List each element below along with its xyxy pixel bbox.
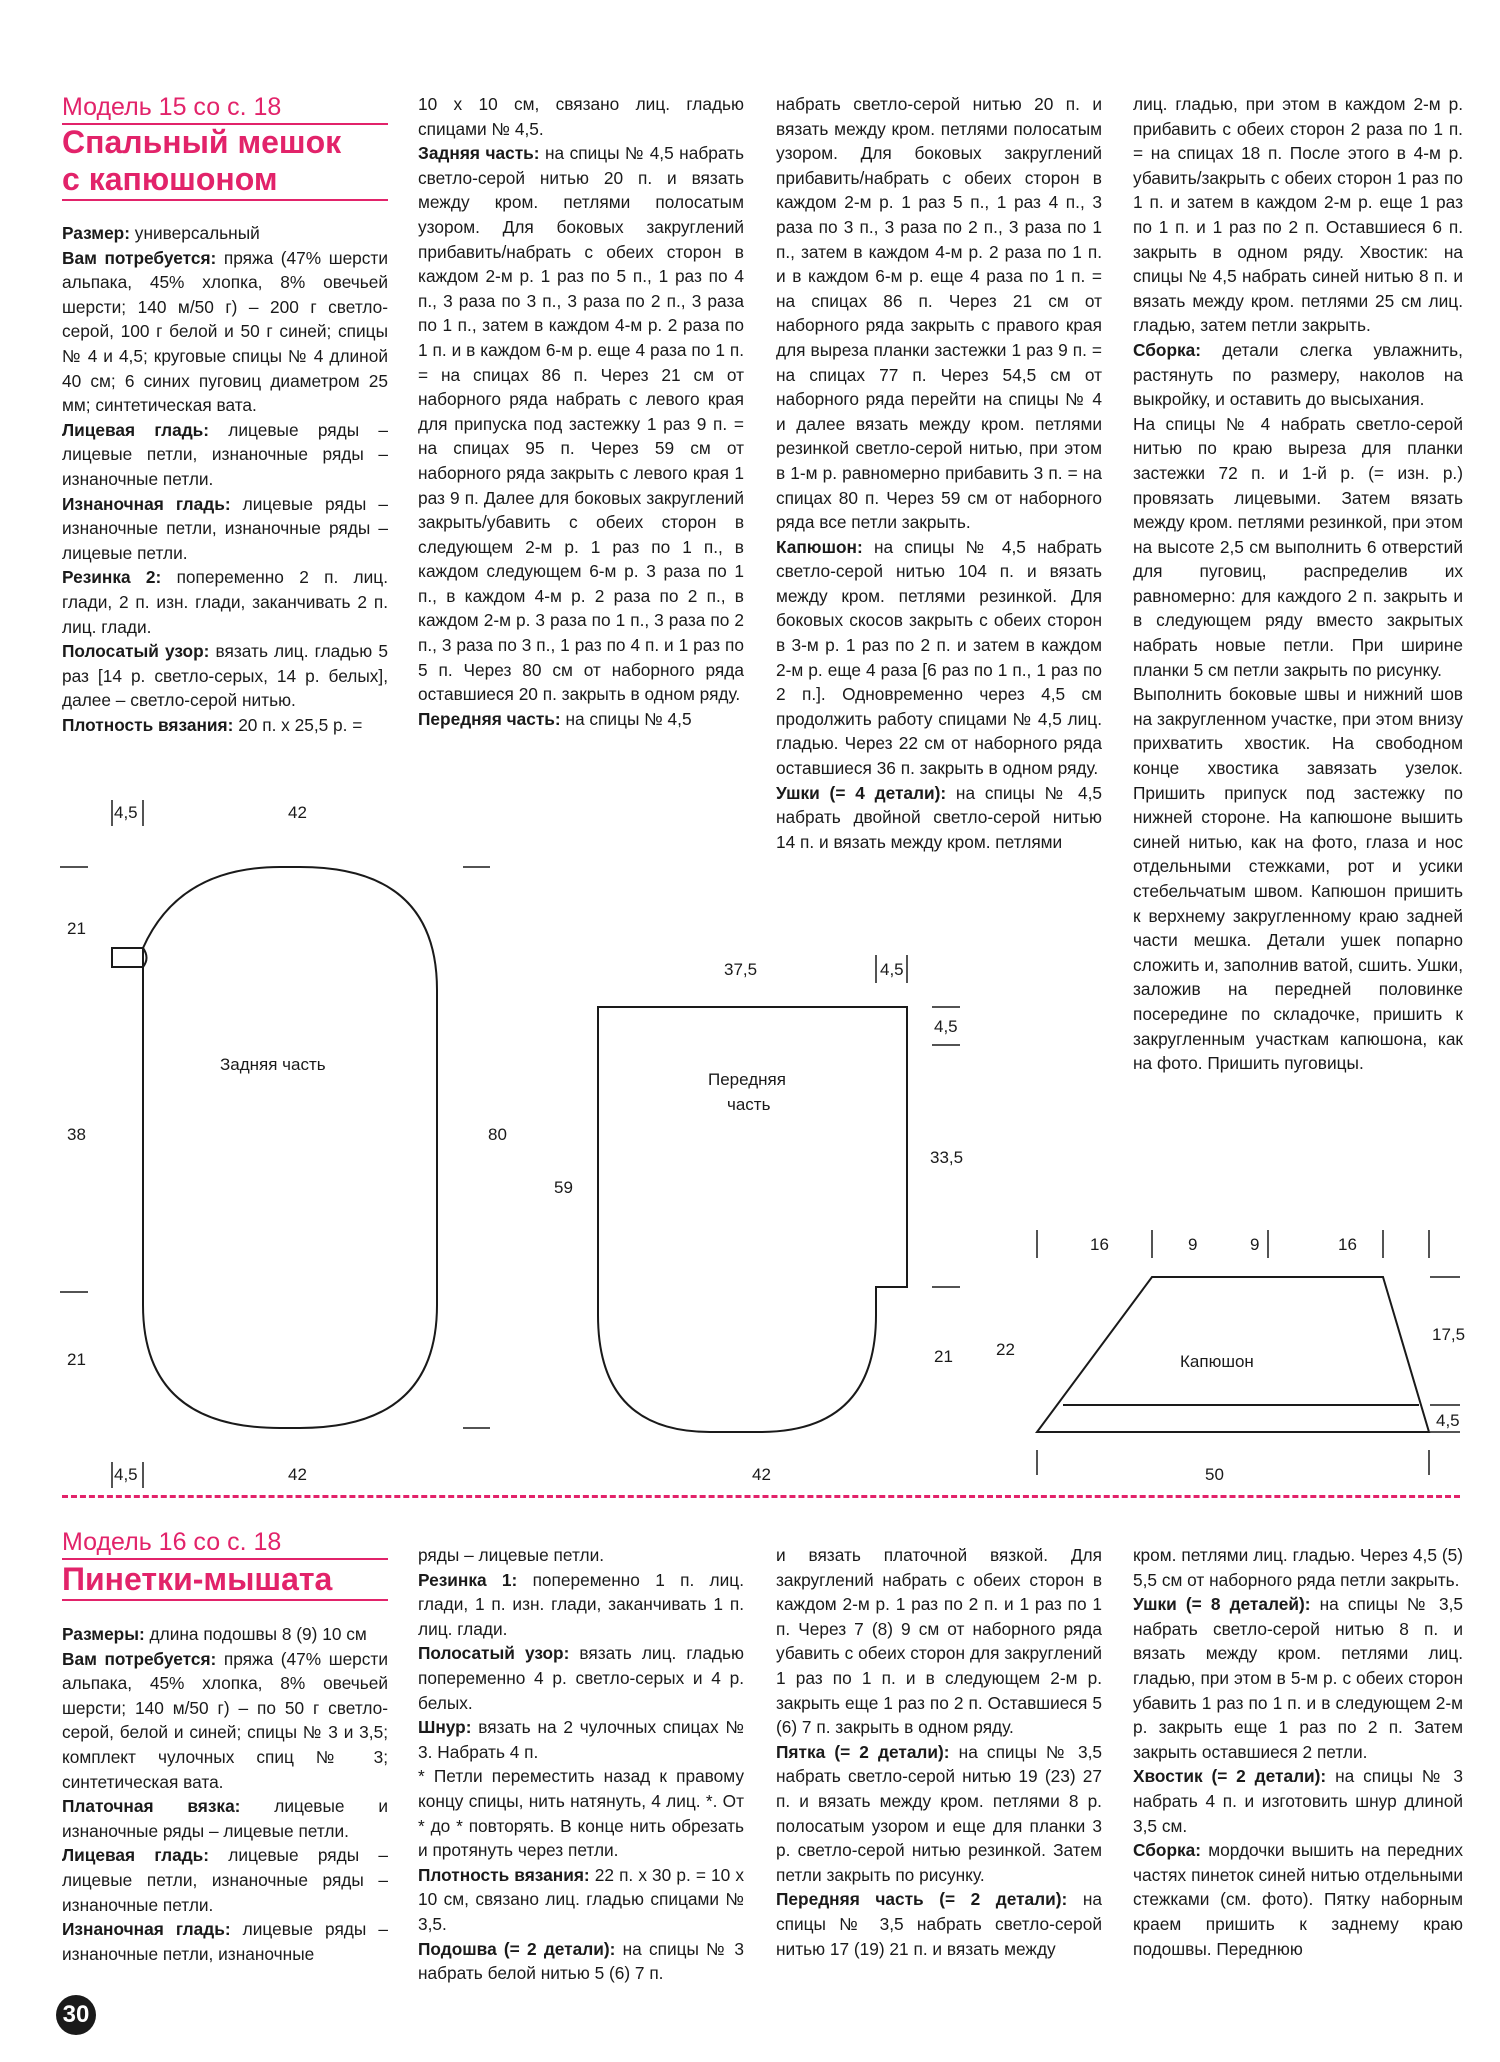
paragraph-text: Выполнить боковые швы и нижний шов на закругленном участке, при этом внизу прихватить хвостик. На свободном конце хвостика завязать узелок. Пришить припуск под застежку по нижней стороне. На капюшоне вышить синей нитью, как на фото, глаза и нос отдельными стежками, рот и усики стебельчатым швом. Капюшон пришить к верхнему закругленному краю задней части мешка. Детали ушек попарно сложить и, заполнив ватой, сшить. Ушки, заложив на передней половинке посередине по складочке, пришить к закругленным участкам капюшона, как на фото. Пришить пуговицы. (1133, 684, 1463, 1074)
paragraph-text: лицевые ряды – изнаночные петли, изнаночные (62, 1919, 389, 1964)
paragraph-text: лицевые ряды – лицевые петли, изнаночные ряды – изнаночные петли. (62, 1845, 388, 1915)
paragraph (418, 1641, 744, 1715)
paragraph-label: Передняя часть (= 2 детали): (776, 1889, 1068, 1910)
back-label: Задняя часть (220, 1055, 326, 1074)
hood-dim-right-top: 17,5 (1432, 1325, 1466, 1344)
paragraph-label: Лицевая гладь: (62, 419, 210, 440)
model15-title-line2: с капюшоном (62, 161, 278, 197)
paragraph-label: Вам потребуется: (62, 247, 217, 268)
paragraph-label: Шнур: (418, 1717, 472, 1738)
model16-ref: Модель 16 со с. 18 (62, 1528, 282, 1556)
hood-dim-top-4: 16 (1338, 1235, 1357, 1254)
paragraph-label: Размеры: (62, 1624, 145, 1644)
back-dim-top-left: 4,5 (114, 803, 138, 822)
paragraph-label: Полосатый узор: (62, 641, 210, 662)
model16-col3 (776, 1543, 1102, 1961)
paragraph-text: 10 х 10 см, связано лиц. гладью спицами № 4,5. (418, 94, 744, 139)
hood-dim-left-height: 22 (996, 1340, 1015, 1359)
back-dim-top-width: 42 (288, 803, 307, 822)
paragraph-label: Размер: (62, 223, 130, 243)
section-divider (62, 1495, 1460, 1498)
paragraph-text: лиц. гладью, при этом в каждом 2-м р. прибавить с обеих сторон 2 раза по 1 п. = на спицах 18 п. После этого в 4-м р. убавить/закрыть с обеих сторон 1 раз по 1 п. и затем в каждом 2-м р. еще 1 раз по 1 п. и 1 раз по 2 п. Оставшиеся 6 п. закрыть в одном ряду. Хвостик: на спицы № 4,5 набрать синей нитью 8 п. и вязать между кром. петлями 25 см лиц. гладью, затем петли закрыть. (1133, 94, 1463, 336)
paragraph-text: на спицы № 3 набрать 4 п. и изготовить шнур длиной 3,5 см. (1133, 1766, 1464, 1836)
back-dim-bottom-left: 4,5 (114, 1465, 138, 1484)
back-piece-outline (143, 867, 437, 1428)
paragraph-text: вязать на 2 чулочных спицах № 3. Набрать 4 п. (418, 1717, 744, 1762)
paragraph-label: Резинка 1: (418, 1569, 518, 1590)
model15-ref: Модель 15 со с. 18 (62, 93, 282, 121)
paragraph-text: 22 п. х 30 р. = 10 х 10 см, связано лиц. гладью спицами № 3,5. (418, 1864, 744, 1934)
paragraph-label: Ушки (= 4 детали): (776, 782, 947, 803)
paragraph-text: кром. петлями лиц. гладью. Через 4,5 (5) 5,5 см от наборного ряда петли закрыть. (1133, 1545, 1463, 1590)
paragraph (418, 1937, 744, 1986)
paragraph-text: 20 п. х 25,5 р. = (233, 714, 363, 735)
paragraph-text: на спицы № 4,5 набрать светло-серой нитью 20 п. и вязать между кром. петлями полосатым узором. Для боковых закруглений прибавить/набрать с обеих сторон в каждом 2-м р. 1 раз по 5 п., 1 раз по 4 п., 3 раза по 3 п., 3 раза по 2 п., 3 раза по 1 п., затем в каждом 4-м р. 2 раза по 1 п. и в каждом 6-м р. еще 4 раза по 1 п. = на спицах 86 п. Через 21 см от наборного ряда набрать с левого края для припуска под застежку 1 раз 9 п. = на спицах 95 п. Через 59 см от наборного ряда закрыть с левого края 1 раз 9 п. Далее для боковых закруглений закрыть/убавить с обеих сторон в следующем 2-м р. 1 раз по 1 п., в каждом следующем 6-м р. 3 раза по 1 п., в каждом 4-м р. 2 раза по 2 п., в каждом 2-м р. 3 раза по 1 п., 3 раза по 2 п., 3 раза по 3 п., 1 раз по 4 п. и 1 раз по 5 п. Через 80 см от наборного ряда оставшиеся 20 п. закрыть в одном ряду. (418, 143, 744, 705)
paragraph-text: на спицы № 4,5 набрать двойной светло-серой нитью 14 п. и вязать между кром. петлями (776, 782, 1102, 852)
paragraph-text: лицевые и изнаночные ряды – лицевые петли. (62, 1796, 388, 1841)
paragraph (418, 1764, 744, 1862)
front-dim-right-top: 4,5 (934, 1017, 958, 1036)
paragraph-label: Полосатый узор: (418, 1643, 570, 1664)
front-dim-right-mid: 33,5 (930, 1148, 964, 1167)
model16-col1 (62, 1622, 388, 1966)
front-dim-bottom-width: 42 (752, 1465, 771, 1484)
back-dim-left-bottom: 21 (67, 1350, 86, 1369)
front-dim-right-bottom: 21 (934, 1347, 953, 1366)
paragraph-text: на спицы № 4,5 (560, 708, 692, 729)
back-dim-left-mid: 38 (67, 1125, 86, 1144)
paragraph-label: Капюшон: (776, 536, 863, 557)
paragraph-text: набрать светло-серой нитью 20 п. и вязать между кром. петлями полосатым узором. Для боковых закруглений прибавить/набрать с обеих сторон в каждом 2-м р. 1 раз 5 п., 1 раз 4 п., 3 раза по 3 п., 3 раза по 2 п., 3 раза по 1 п., затем в каждом 4-м р. 2 раза по 1 п. и в каждом 6-м р. еще 4 раза по 1 п. = на спицах 86 п. Через 21 см от наборного ряда закрыть с правого края для выреза планки застежки 1 раз 9 п. = на спицах 77 п. Через 54,5 см от наборного ряда перейти на спицы № 4 и далее вязать между кром. петлями резинкой светло-серой нитью, при этом в 1-м р. равномерно прибавить 3 п. = на спицах 80 п. Через 59 см от наборного ряда все петли закрыть. (776, 94, 1102, 533)
paragraph (776, 1543, 1102, 1740)
paragraph-label: Передняя часть: (418, 708, 561, 729)
paragraph-label: Платочная вязка: (62, 1796, 241, 1817)
hood-label: Капюшон (1180, 1352, 1254, 1371)
back-dim-left-top: 21 (67, 919, 86, 938)
paragraph-text: и вязать платочной вязкой. Для закруглений набрать с обеих сторон в каждом 2-м р. 1 раз по 2 п. и 1 раз по 1 п. Через 7 (8) 9 см от наборного ряда убавить с обеих сторон для закруглений 1 раз по 1 п. и в следующем 2-м р. закрыть еще 1 раз по 2 п. Оставшиеся 5 (6) 7 п. закрыть в одном ряду. (776, 1545, 1102, 1738)
model16-col4 (1133, 1543, 1463, 1961)
paragraph-text: вязать лиц. гладью 5 раз [14 р. светло-серых, 14 р. белых], далее – светло-серой нитью. (62, 641, 388, 711)
paragraph (1133, 1543, 1463, 1592)
paragraph-label: Плотность вязания: (418, 1864, 590, 1885)
paragraph-label: Пятка (= 2 детали): (776, 1741, 950, 1762)
model16-col2 (418, 1543, 744, 1986)
paragraph-text: ряды – лицевые петли. (418, 1545, 605, 1565)
paragraph (62, 1647, 388, 1795)
model16-title-underline (62, 1599, 388, 1601)
paragraph-label: Сборка: (1133, 339, 1202, 360)
paragraph-label: Вам потребуется: (62, 1648, 217, 1669)
paragraph (776, 1887, 1102, 1961)
paragraph-label: Лицевая гладь: (62, 1845, 210, 1866)
paragraph-text: на спицы № 3,5 набрать светло-серой нитью 17 (19) 21 п. и вязать между (776, 1889, 1102, 1959)
paragraph-text: на спицы № 3 набрать белой нитью 5 (6) 7 п. (418, 1938, 744, 1984)
paragraph (1133, 1764, 1463, 1838)
back-dim-bottom-width: 42 (288, 1465, 307, 1484)
paragraph-text: на спицы № 3,5 набрать светло-серой нитью 19 (23) 27 п. и вязать между кром. петлями 8 р. полосатым узором и еще для планки 3 р. светло-серой нитью резинкой. Затем петли закрыть по рисунку. (776, 1741, 1102, 1885)
paragraph-text: на спицы № 3,5 набрать светло-серой нитью 8 п. и вязать между кром. петлями лиц. гладью, при этом в 5-м р. с обеих сторон убавить 1 раз по 1 п. и в следующем 2-м р. закрыть еще 1 раз по 2 п. Затем закрыть оставшиеся 2 петли. (1133, 1594, 1463, 1762)
paragraph (62, 1622, 388, 1647)
front-dim-top-right: 4,5 (880, 960, 904, 979)
paragraph-text: детали слегка увлажнить, растянуть по размеру, наколов на выкройку, и оставить до высыхания. (1133, 339, 1463, 410)
hood-dim-bottom-width: 50 (1205, 1465, 1224, 1484)
paragraph-text: попеременно 2 п. лиц. глади, 2 п. изн. глади, заканчивать 2 п. лиц. глади. (62, 567, 388, 637)
paragraph-text: лицевые ряды – лицевые петли, изнаночные ряды – изнаночные петли. (62, 419, 388, 489)
paragraph (1133, 1592, 1463, 1764)
paragraph (62, 1794, 388, 1843)
hood-dim-right-bottom: 4,5 (1436, 1411, 1460, 1430)
hood-dim-top-3: 9 (1250, 1235, 1260, 1254)
hood-dim-top-2: 9 (1188, 1235, 1198, 1254)
page-number: 30 (56, 1995, 96, 2035)
paragraph-label: Резинка 2: (62, 567, 162, 588)
paragraph-label: Изнаночная гладь: (62, 493, 231, 514)
paragraph-label: Хвостик (= 2 детали): (1133, 1766, 1327, 1787)
paragraph-text: пряжа (47% шерсти альпака, 45% хлопка, 8% овечьей шерсти; 140 м/50 г) – по 50 г светло-серой, белой и синей; спицы № 3 и 3,5; комплект чулочных спиц № 3; синтетическая вата. (62, 1648, 388, 1792)
paragraph-text: лицевые ряды – изнаночные петли, изнаночные ряды – лицевые петли. (62, 493, 389, 563)
paragraph-text: вязать лиц. гладью попеременно 4 р. светло-серых и 4 р. белых. (418, 1643, 744, 1713)
paragraph (418, 1543, 744, 1568)
paragraph (62, 1843, 388, 1917)
paragraph-text: * Петли переместить назад к правому концу спицы, нить натянуть, 4 лиц. *. От * до * повторять. В конце нить обрезать и протянуть через петли. (418, 1766, 744, 1861)
front-label-2: часть (727, 1095, 771, 1114)
front-dim-left-total: 59 (554, 1178, 573, 1197)
hood-dim-top-1: 16 (1090, 1235, 1109, 1254)
paragraph-text: попеременно 1 п. лиц. глади, 1 п. изн. глади, заканчивать 1 п. лиц. глади. (418, 1569, 744, 1639)
paragraph-text: на спицы № 4,5 набрать светло-серой нитью 104 п. и вязать между кром. петлями резинкой. Для боковых скосов закрыть с обеих сторон в 3-м р. 1 раз по 2 п. и затем в каждом 2-м р. еще 4 раза [6 раз по 1 п., 1 раз по 2 п.]. Одновременно через 4,5 см продолжить работу спицами № 4,5 лиц. гладью. Через 22 см от наборного ряда оставшиеся 36 п. закрыть в одном ряду. (776, 536, 1102, 779)
paragraph-text: длина подошвы 8 (9) 10 см (144, 1624, 367, 1644)
paragraph (418, 1863, 744, 1937)
paragraph-label: Сборка: (1133, 1840, 1202, 1861)
paragraph-label: Плотность вязания: (62, 714, 234, 735)
model16-title: Пинетки-мышата (62, 1561, 333, 1597)
paragraph (62, 1917, 388, 1966)
paragraph-text: пряжа (47% шерсти альпака, 45% хлопка, 8% овечьей шерсти; 140 м/50 г) – 200 г светло-серой, 100 г белой и 50 г синей; спицы № 4 и 4,5; круговые спицы № 4 длиной 40 см; 6 синих пуговиц диаметром 25 мм; синтетическая вата. (62, 247, 388, 416)
paragraph-label: Задняя часть: (418, 143, 540, 164)
front-dim-top-width: 37,5 (724, 960, 758, 979)
paragraph-text: На спицы № 4 набрать светло-серой нитью по краю выреза для планки застежки 72 п. и 1-й р. (= изн. р.) провязать лицевыми. Затем вязать между кром. петлями резинкой, при этом на высоте 2,5 см выполнить 6 отверстий для пуговиц, распределив их равномерно: для каждого 2 п. закрыть и в следующем ряду вместо закрытых набрать новые петли. При ширине планки 5 см петли закрыть по рисунку. (1133, 413, 1464, 680)
paragraph (1133, 1838, 1463, 1961)
paragraph-label: Подошва (= 2 детали): (418, 1938, 616, 1959)
model15-title-line1: Спальный мешок (62, 124, 342, 160)
paragraph-text: мордочки вышить на передних частях пинеток синей нитью отдельными стежками (см. фото). Пятку наборным краем пришить к заднему краю подошвы. Переднюю (1133, 1840, 1463, 1959)
paragraph (776, 1740, 1102, 1888)
back-piece-notch (112, 948, 147, 967)
front-label-1: Передняя (708, 1070, 786, 1089)
paragraph-label: Ушки (= 8 деталей): (1133, 1594, 1311, 1615)
paragraph-text: универсальный (130, 223, 260, 243)
paragraph (418, 1715, 744, 1764)
model16-rule (62, 1558, 388, 1560)
paragraph-label: Изнаночная гладь: (62, 1919, 231, 1940)
back-dim-right-total: 80 (488, 1125, 507, 1144)
paragraph (418, 1568, 744, 1642)
